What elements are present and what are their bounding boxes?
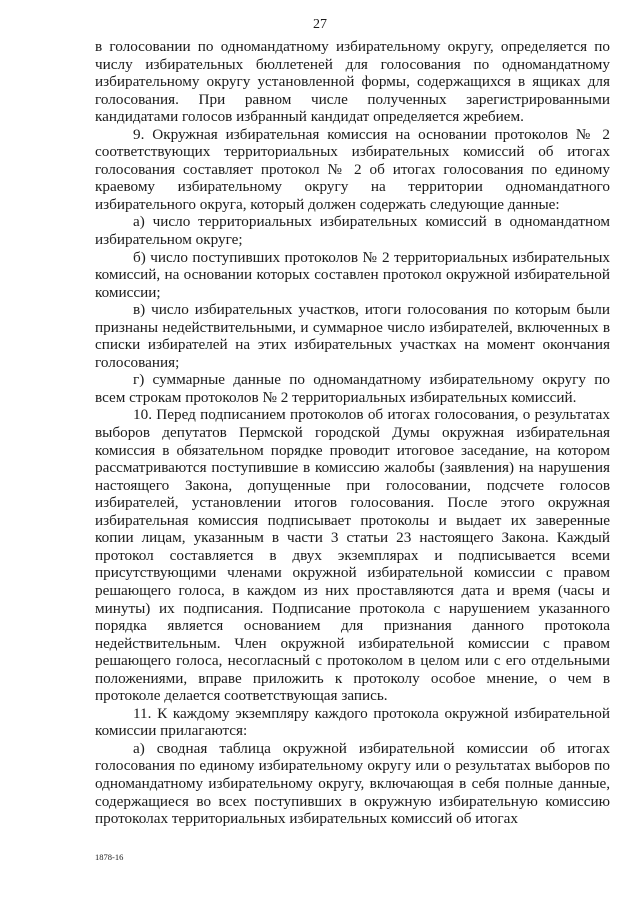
page-number: 27 (313, 17, 327, 32)
paragraph-subitem-b: б) число поступивших протоколов № 2 территориальных избирательных комиссий, на основании которых составлен протокол окружной избирательной комиссии; (95, 248, 610, 301)
paragraph-continuation: в голосовании по одномандатному избирательному округу, определяется по числу избирательных бюллетеней для голосования по одномандатному избирательному округу установленной формы, содержащихся в ящиках для голосования. При равном числе полученных зарегистрированными кандидатами голосов избранный кандидат определяется жребием. (95, 38, 610, 126)
paragraph-item-10: 10. Перед подписанием протоколов об итогах голосования, о результатах выборов депутатов Пермской городской Думы окружная избирательная комиссия в обязательном порядке проводит итоговое заседание, на котором рассматриваются поступившие в комиссию жалобы (заявления) на нарушения настоящего Закона, допущенные при голосовании, подсчете голосов избирателей, установлении итогов голосования. После этого окружная избирательная комиссия подписывает протоколы и выдает их заверенные копии лицам, указанным в части 3 статьи 23 настоящего Закона. Каждый протокол составляется в двух экземплярах и подписывается всеми присутствующими членами окружной избирательной комиссии с правом решающего голоса, в каждом из них проставляются дата и время (часы и минуты) их подписания. Подписание протокола с нарушением указанного порядка является основанием для признания данного протокола недействительным. Член окружной избирательной комиссии с правом решающего голоса, несогласный с протоколом в целом или с его отдельными положениями, вправе приложить к протоколу особое мнение, о чем в протоколе делается соответствующая запись. (95, 406, 610, 705)
document-body (95, 38, 610, 828)
paragraph-subitem-a: а) число территориальных избирательных комиссий в одномандатном избирательном округе; (95, 213, 610, 249)
paragraph-subitem-g: г) суммарные данные по одномандатному избирательному округу по всем строкам протоколов № 2 территориальных избирательных комиссий. (95, 371, 610, 406)
paragraph-subitem-v: в) число избирательных участков, итоги голосования по которым были признаны недействительными, и суммарное число избирателей, включенных в списки избирателей на этих избирательных участках на момент окончания голосования; (95, 301, 610, 371)
paragraph-item-9: 9. Окружная избирательная комиссия на основании протоколов № 2 соответствующих территориальных избирательных комиссий об итогах голосования составляет протокол № 2 об итогах голосования по единому краевому избирательному округу на территории одномандатного избирательного округа, который должен содержать следующие данные: (95, 125, 610, 213)
paragraph-item-11: 11. К каждому экземпляру каждого протокола окружной избирательной комиссии прилагаются: (95, 704, 610, 740)
paragraph-subitem-a-2: а) сводная таблица окружной избирательной комиссии об итогах голосования по единому избирательному округу или о результатах выборов по одномандатному избирательному округу, включающая в себя полные данные, содержащиеся во всех поступивших в окружную избирательную комиссию протоколах территориальных избирательных комиссий об итогах (95, 739, 610, 828)
document-code: 1878-16 (95, 852, 124, 862)
